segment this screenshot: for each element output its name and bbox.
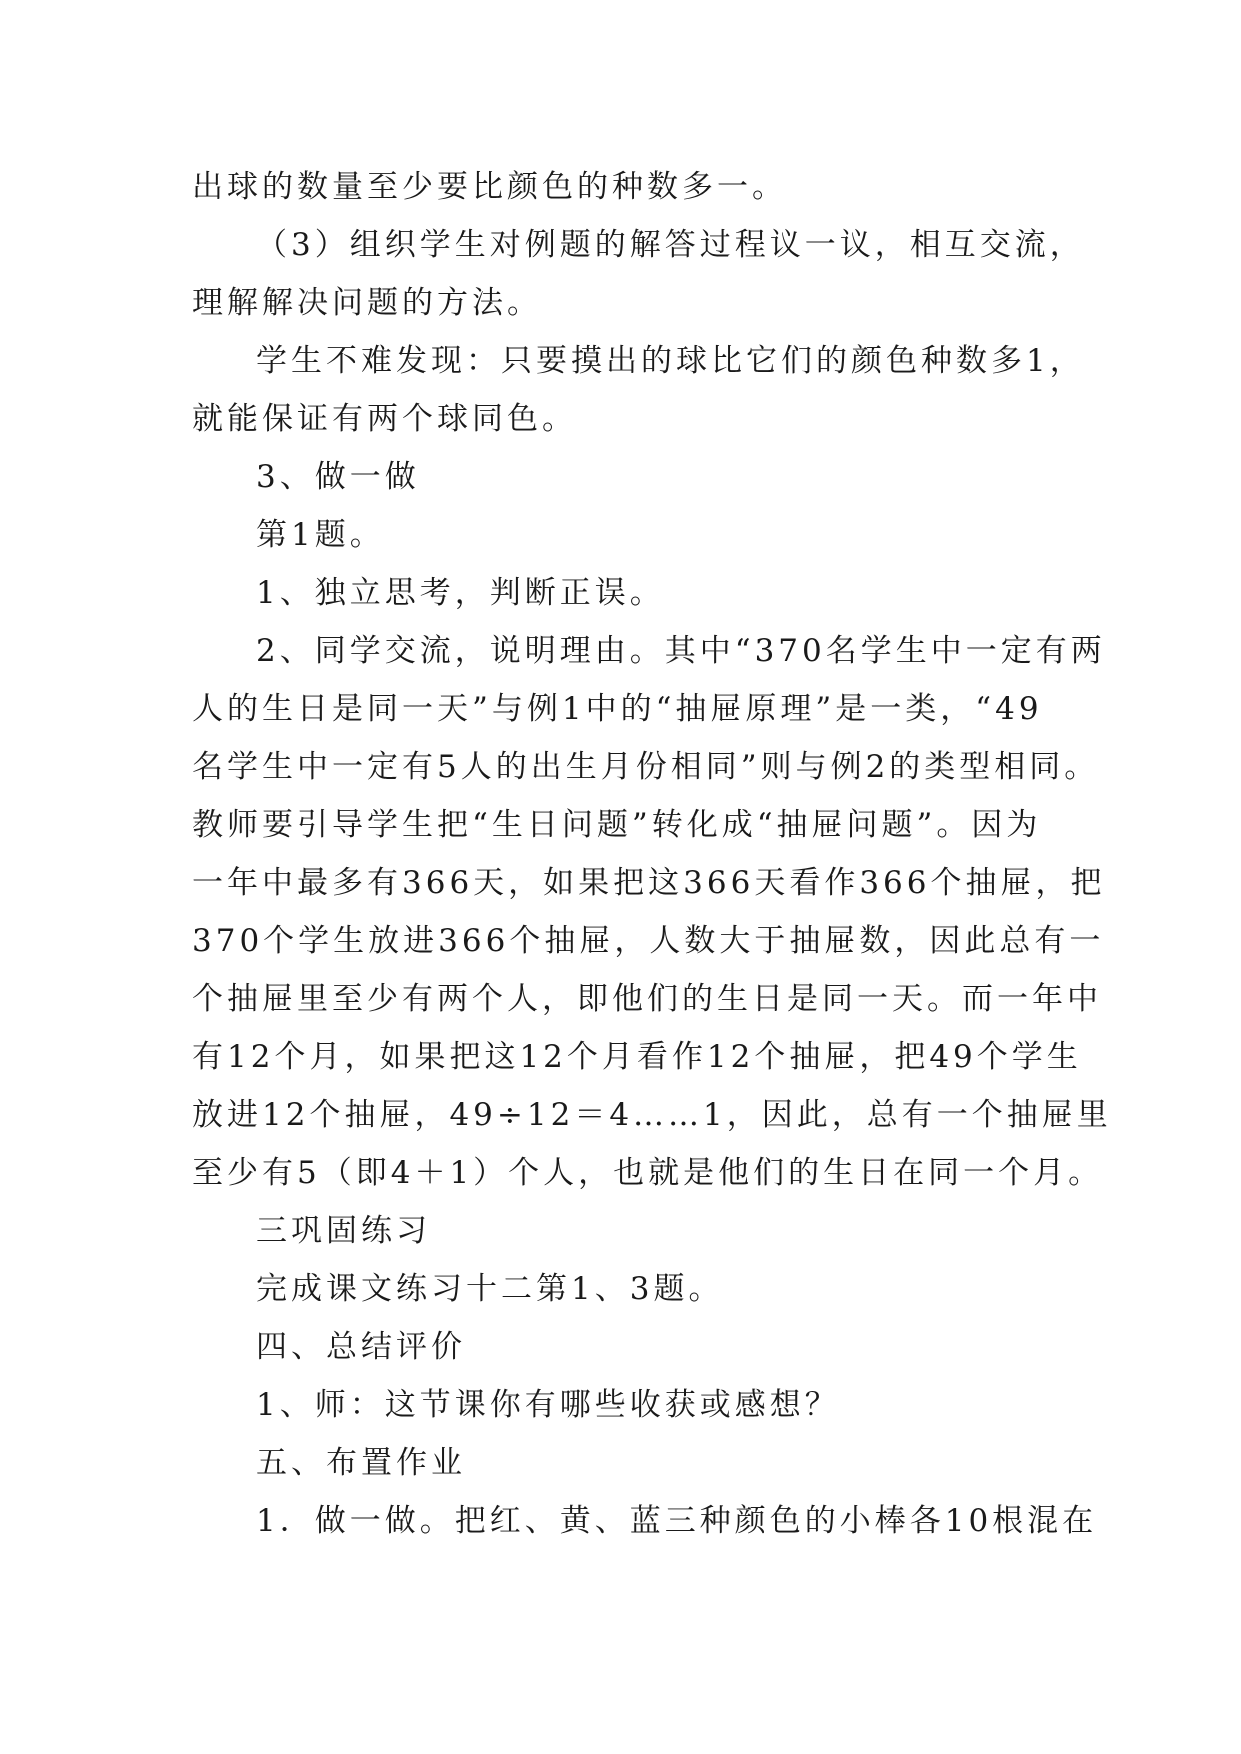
text-line: 3、做一做 — [256, 459, 420, 495]
text-line: 学生不难发现：只要摸出的球比它们的颜色种数多1， — [256, 343, 1085, 379]
text-line: 有12个月，如果把这12个月看作12个抽屉，把49个学生 — [192, 1039, 1082, 1075]
text-line: 第1题。 — [256, 517, 385, 553]
text-line: 370个学生放进366个抽屉，人数大于抽屉数，因此总有一 — [192, 923, 1105, 959]
text-line: 一年中最多有366天，如果把这366天看作366个抽屉，把 — [192, 865, 1106, 901]
text-line: 出球的数量至少要比颜色的种数多一。 — [192, 169, 787, 205]
text-line: 就能保证有两个球同色。 — [192, 401, 577, 437]
text-line: 至少有5（即4＋1）个人，也就是他们的生日在同一个月。 — [192, 1155, 1104, 1191]
text-line: 1、独立思考，判断正误。 — [256, 575, 665, 611]
text-line: 放进12个抽屉，49÷12＝4……1，因此，总有一个抽屉里 — [192, 1097, 1112, 1133]
document-body — [192, 158, 1112, 1550]
text-line: 教师要引导学生把“生日问题”转化成“抽屉问题”。因为 — [192, 807, 1042, 843]
text-line: 1．做一做。把红、黄、蓝三种颜色的小棒各10根混在 — [256, 1503, 1098, 1539]
text-line: 名学生中一定有5人的出生月份相同”则与例2的类型相同。 — [192, 749, 1100, 785]
text-line: 四、总结评价 — [256, 1329, 466, 1365]
text-line: （3）组织学生对例题的解答过程议一议，相互交流， — [256, 227, 1085, 263]
text-line: 人的生日是同一天”与例1中的“抽屉原理”是一类，“49 — [192, 691, 1043, 727]
text-line: 个抽屉里至少有两个人，即他们的生日是同一天。而一年中 — [192, 981, 1102, 1017]
text-line: 五、布置作业 — [256, 1445, 466, 1481]
text-line: 2、同学交流，说明理由。其中“370名学生中一定有两 — [256, 633, 1106, 669]
text-line: 1、师：这节课你有哪些收获或感想？ — [256, 1387, 840, 1423]
text-line: 完成课文练习十二第1、3题。 — [256, 1271, 724, 1307]
text-line: 理解解决问题的方法。 — [192, 285, 542, 321]
text-line: 三巩固练习 — [256, 1213, 431, 1249]
